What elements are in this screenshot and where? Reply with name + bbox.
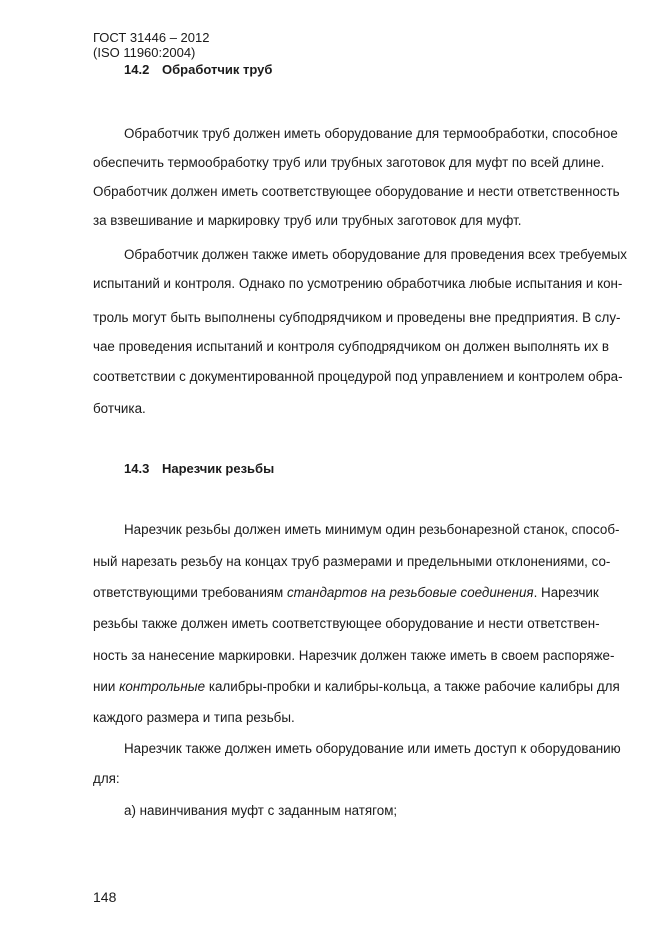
page-number: 148 (93, 889, 117, 905)
section-heading-14-3 (124, 461, 274, 476)
paragraph-line: троль могут быть выполнены субподрядчиком и проведены вне предприятия. В слу- (93, 310, 621, 325)
paragraph-line: Нарезчик также должен иметь оборудование или иметь доступ к оборудованию (124, 741, 621, 756)
paragraph-line: ботчика. (93, 401, 146, 416)
italic-text-run: стандартов на резьбовые соединения (286, 585, 534, 600)
paragraph-line: резьбы также должен иметь соответствующее оборудование и нести ответствен- (93, 616, 600, 631)
paragraph-line: испытаний и контроля. Однако по усмотрению обработчика любые испытания и кон- (93, 276, 623, 291)
section-number: 14.2 (124, 62, 150, 77)
text-run: нии (93, 679, 120, 694)
paragraph-line: обеспечить термообработку труб или трубных заготовок для муфт по всей длине. (93, 155, 605, 170)
section-number: 14.3 (124, 461, 150, 476)
paragraph-line: каждого размера и типа резьбы. (93, 710, 295, 725)
paragraph-line: ный нарезать резьбу на концах труб размерами и предельными отклонениями, со- (93, 554, 611, 569)
text-run: . Нарезчик (533, 585, 599, 600)
paragraph-line: чае проведения испытаний и контроля субподрядчиком он должен выполнять их в (93, 339, 610, 354)
text-run: ответствующими требованиям (93, 585, 287, 600)
paragraph-line: Обработчик должен также иметь оборудование для проведения всех требуемых (124, 247, 627, 262)
standard-designation: ГОСТ 31446 – 2012 (93, 30, 210, 45)
iso-designation: (ISO 11960:2004) (93, 45, 196, 60)
section-title: Обработчик труб (162, 62, 273, 77)
list-item: а) навинчивания муфт с заданным натягом; (124, 803, 398, 818)
paragraph-line: для: (93, 771, 120, 786)
paragraph-line: ность за нанесение маркировки. Нарезчик должен также иметь в своем распоряже- (93, 648, 615, 663)
text-run: калибры-пробки и калибры-кольца, а также рабочие калибры для (205, 679, 620, 694)
paragraph-line (93, 679, 620, 695)
paragraph-line: Нарезчик резьбы должен иметь минимум один резьбонарезной станок, способ- (124, 522, 620, 537)
paragraph-line: Обработчик труб должен иметь оборудование для термообработки, способное (124, 126, 618, 141)
section-title: Нарезчик резьбы (162, 461, 275, 476)
paragraph-line: за взвешивание и маркировку труб или трубных заготовок для муфт. (93, 213, 522, 228)
italic-text-run: контрольные (119, 679, 206, 694)
paragraph-line (93, 585, 599, 601)
paragraph-line: соответствии с документированной процедурой под управлением и контролем обра- (93, 369, 623, 384)
section-heading-14-2 (124, 62, 272, 77)
paragraph-line: Обработчик должен иметь соответствующее оборудование и нести ответственность (93, 184, 620, 199)
